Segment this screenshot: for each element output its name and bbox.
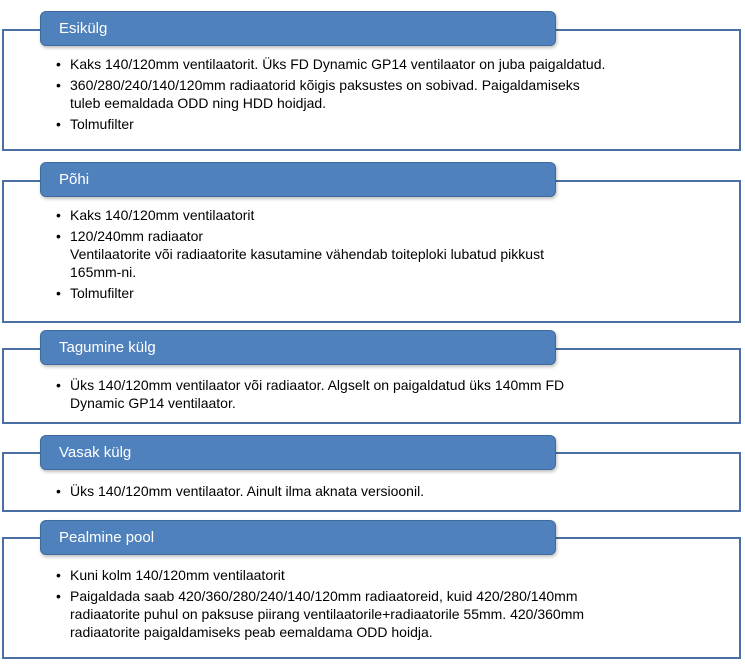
item-text: Tolmufilter [70, 116, 134, 132]
item-text: Paigaldada saab 420/360/280/240/140/120mm radiaatoreid, kuid 420/280/140mm radiaatorite puhul on paksuse piirang ventilaatorile+radiaatorile 55mm. 420/360mm radiaatorite paigaldamiseks peab eemaldama ODD hoidja. [70, 588, 585, 640]
item-list [52, 55, 702, 136]
section-title: Põhi [40, 162, 556, 197]
list-item [52, 284, 702, 302]
list-item [52, 376, 702, 412]
item-text: Kaks 140/120mm ventilaatorit. Üks FD Dynamic GP14 ventilaator on juba paigaldatud. [70, 56, 606, 72]
section-title: Tagumine külg [40, 330, 556, 365]
bullet-icon: • [56, 228, 61, 244]
bullet-icon: • [56, 377, 61, 393]
item-text: Tolmufilter [70, 285, 134, 301]
bullet-icon: • [56, 567, 61, 583]
bullet-icon: • [56, 285, 61, 301]
list-item [52, 587, 702, 641]
item-text: Kuni kolm 140/120mm ventilaatorit [70, 567, 285, 583]
list-item [52, 55, 702, 73]
bullet-icon: • [56, 116, 61, 132]
list-item [52, 115, 702, 133]
list-item [52, 482, 702, 500]
list-item [52, 76, 702, 112]
item-text: Üks 140/120mm ventilaator. Ainult ilma aknata versioonil. [70, 483, 425, 499]
list-item [52, 566, 702, 584]
item-text: 360/280/240/140/120mm radiaatorid kõigis paksustes on sobivad. Paigaldamiseks tuleb eemaldada ODD ning HDD hoidjad. [70, 77, 580, 111]
bullet-icon: • [56, 207, 61, 223]
list-item [52, 227, 702, 281]
section-title: Pealmine pool [40, 520, 556, 555]
bullet-icon: • [56, 56, 61, 72]
list-item [52, 206, 702, 224]
section-title: Vasak külg [40, 435, 556, 470]
section-title: Esikülg [40, 11, 556, 46]
item-list [52, 482, 702, 503]
item-list [52, 376, 702, 415]
item-list [52, 206, 702, 305]
item-text: Kaks 140/120mm ventilaatorit [70, 207, 255, 223]
item-list [52, 566, 702, 644]
bullet-icon: • [56, 77, 61, 93]
bullet-icon: • [56, 483, 61, 499]
bullet-icon: • [56, 588, 61, 604]
item-text: 120/240mm radiaator Ventilaatorite või radiaatorite kasutamine vähendab toiteploki lubatud pikkust 165mm-ni. [70, 228, 544, 280]
item-text: Üks 140/120mm ventilaator või radiaator. Algselt on paigaldatud üks 140mm FD Dynamic GP14 ventilaator. [70, 377, 565, 411]
